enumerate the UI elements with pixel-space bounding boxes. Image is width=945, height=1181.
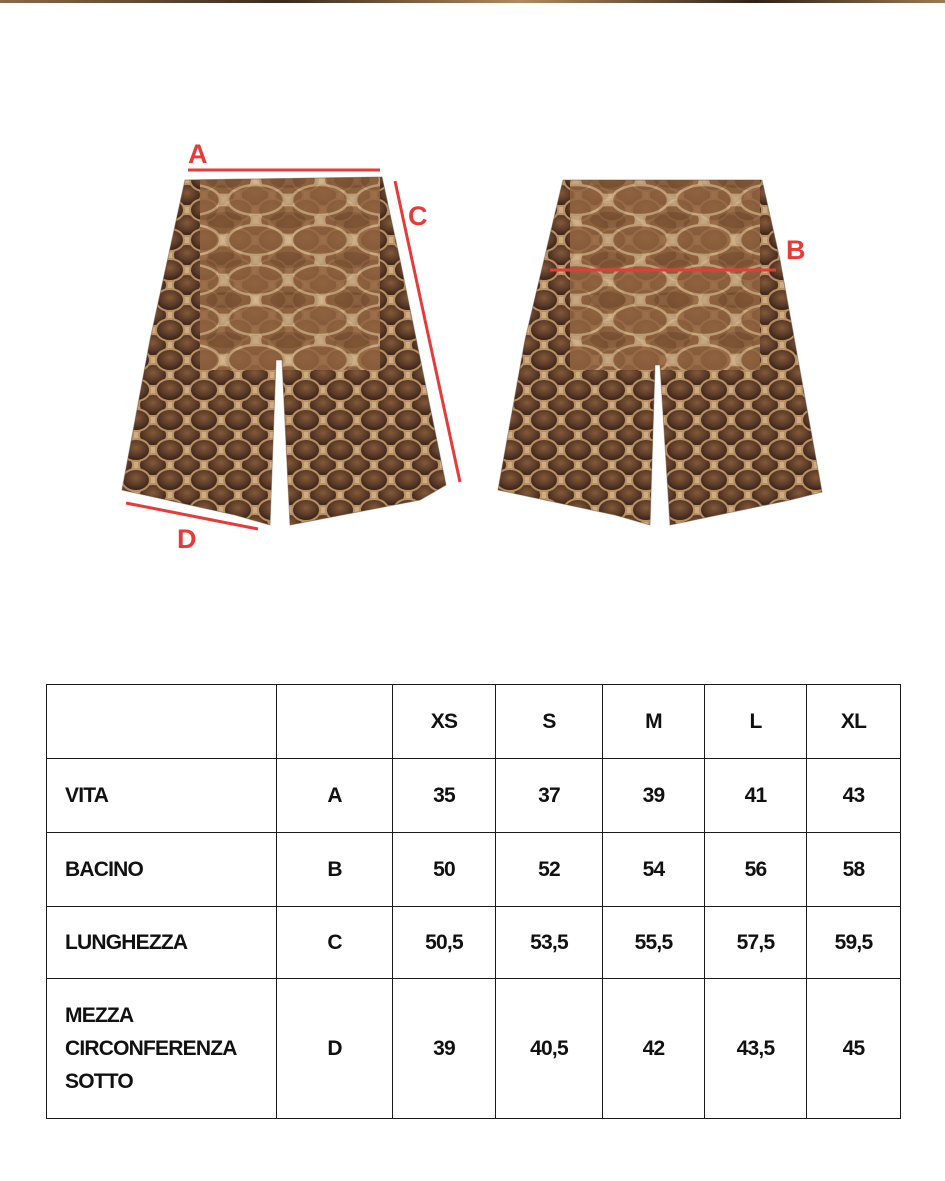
row-label-lunghezza: LUNGHEZZA <box>47 907 277 979</box>
size-header-l: L <box>705 685 807 759</box>
table-cell: 45 <box>807 979 901 1119</box>
table-cell: 53,5 <box>496 907 603 979</box>
table-cell: 59,5 <box>807 907 901 979</box>
row-code: C <box>277 907 393 979</box>
table-cell: 43 <box>807 759 901 833</box>
table-cell: 39 <box>603 759 705 833</box>
table-cell: 57,5 <box>705 907 807 979</box>
row-code: A <box>277 759 393 833</box>
table-cell: 56 <box>705 833 807 907</box>
size-header-m: M <box>603 685 705 759</box>
row-label-line: SOTTO <box>65 1070 133 1093</box>
label-c: C <box>408 201 428 231</box>
label-b: B <box>786 235 806 265</box>
row-code: B <box>277 833 393 907</box>
table-cell: 42 <box>603 979 705 1119</box>
table-cell: 35 <box>393 759 496 833</box>
table-row <box>47 759 901 833</box>
table-cell: 52 <box>496 833 603 907</box>
row-label-line: CIRCONFERENZA <box>65 1037 237 1060</box>
row-label-line: MEZZA <box>65 1004 134 1027</box>
size-header-xl: XL <box>807 685 901 759</box>
table-cell: 39 <box>393 979 496 1119</box>
table-row <box>47 833 901 907</box>
label-a: A <box>188 139 208 169</box>
table-cell: 54 <box>603 833 705 907</box>
size-header-xs: XS <box>393 685 496 759</box>
table-header-row <box>47 685 901 759</box>
row-label-vita: VITA <box>47 759 277 833</box>
table-row <box>47 907 901 979</box>
table-cell: 40,5 <box>496 979 603 1119</box>
shorts-back <box>490 170 835 540</box>
table-row <box>47 979 901 1119</box>
table-cell: 43,5 <box>705 979 807 1119</box>
label-d: D <box>177 524 197 554</box>
header-empty-cell <box>277 685 393 759</box>
size-header-s: S <box>496 685 603 759</box>
size-chart-table <box>46 684 901 1119</box>
row-code: D <box>277 979 393 1119</box>
table-cell: 58 <box>807 833 901 907</box>
row-label-bacino: BACINO <box>47 833 277 907</box>
table-cell: 50 <box>393 833 496 907</box>
table-cell: 55,5 <box>603 907 705 979</box>
table-cell: 41 <box>705 759 807 833</box>
table-cell: 37 <box>496 759 603 833</box>
table-cell: 50,5 <box>393 907 496 979</box>
row-label-mezza-circonferenza-sotto <box>47 979 277 1119</box>
header-empty-cell <box>47 685 277 759</box>
